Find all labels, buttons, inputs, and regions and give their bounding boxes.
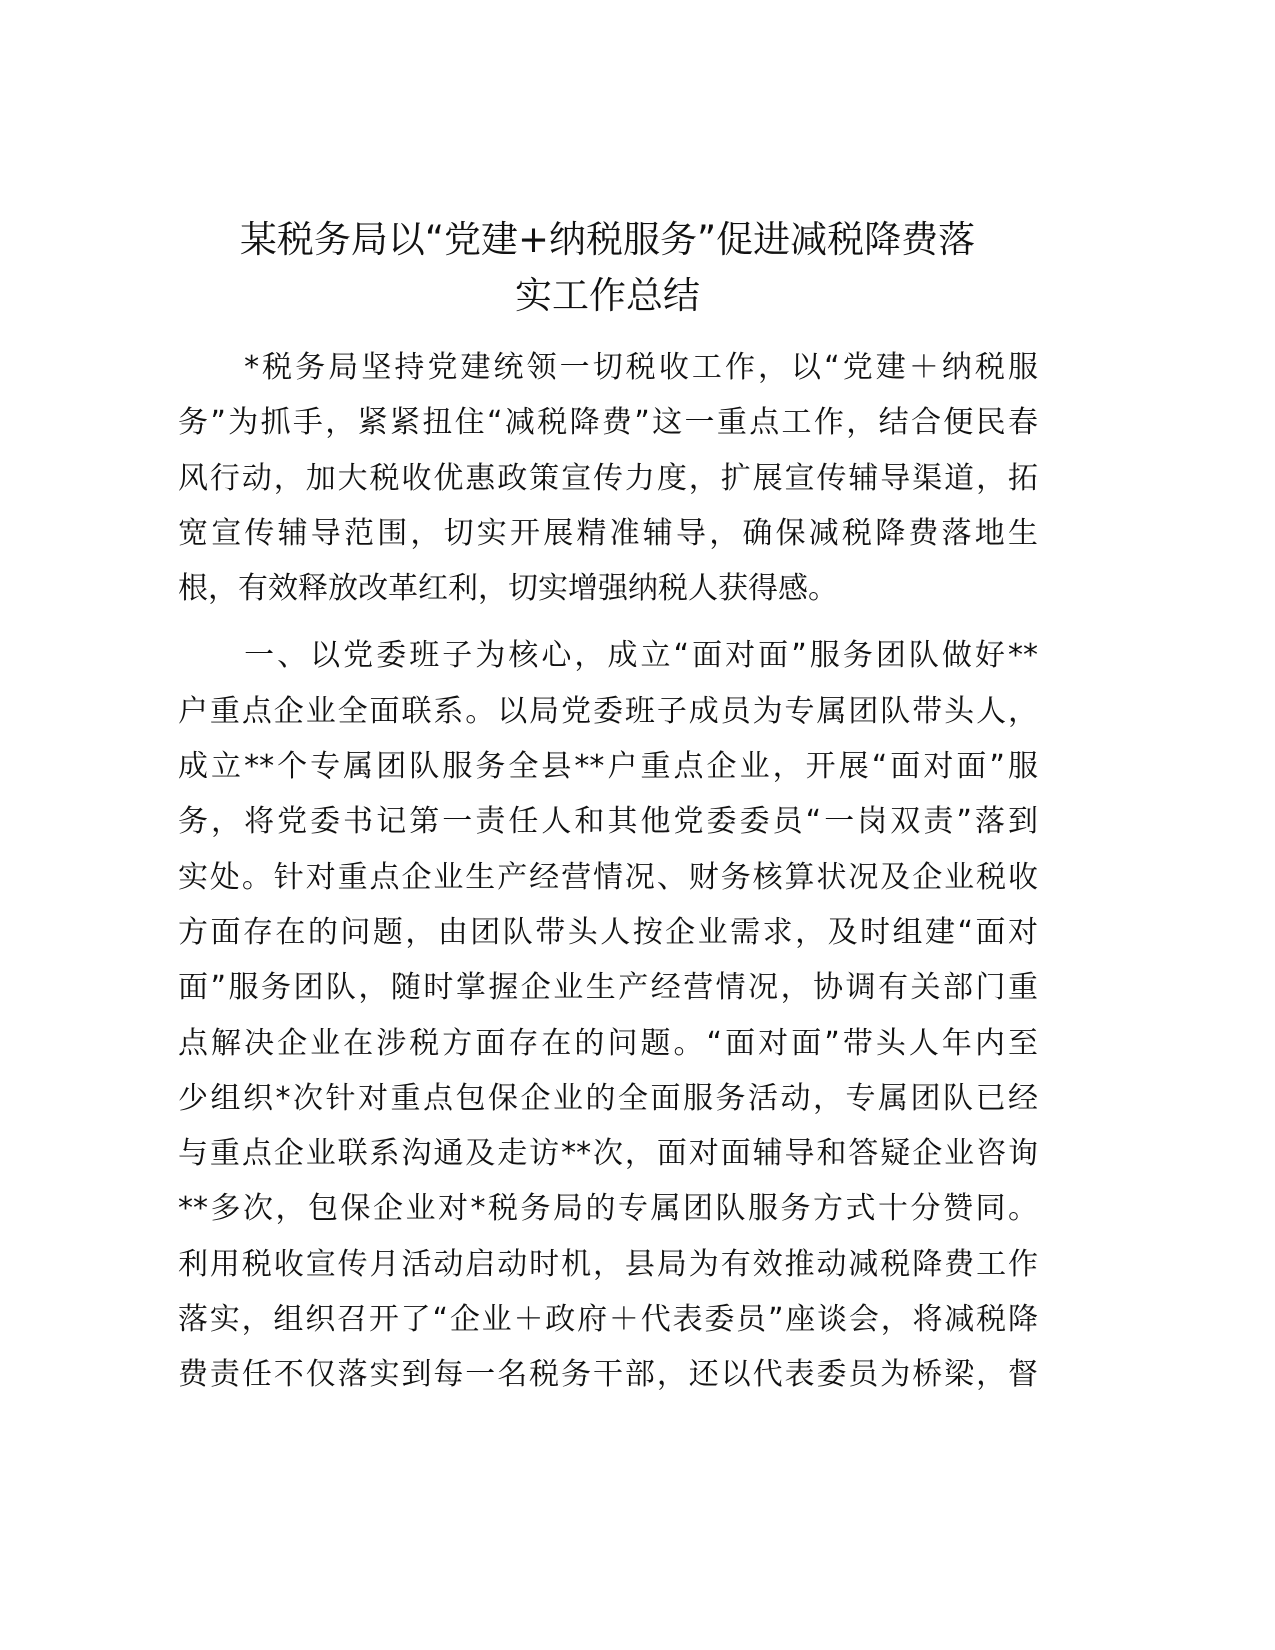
text-line: **多次，包保企业对*税务局的专属团队服务方式十分赞同。	[178, 1191, 1038, 1227]
text-line: 与重点企业联系沟通及走访**次，面对面辅导和答疑企业咨询	[178, 1136, 1038, 1172]
text-line: 少组织*次针对重点包保企业的全面服务活动，专属团队已经	[178, 1080, 1038, 1116]
text-line: 利用税收宣传月活动启动时机，县局为有效推动减税降费工作	[178, 1246, 1038, 1282]
text-line: 费责任不仅落实到每一名税务干部，还以代表委员为桥梁，督	[178, 1357, 1038, 1393]
text-line: 点解决企业在涉税方面存在的问题。“面对面”带头人年内至	[178, 1025, 1038, 1061]
text-line: *税务局坚持党建统领一切税收工作，以“党建＋纳税服	[178, 350, 1038, 385]
text-line: 宽宣传辅导范围，切实开展精准辅导，确保减税降费落地生	[178, 515, 1038, 551]
title-line: 实工作总结	[515, 274, 700, 317]
text-line: 一、以党委班子为核心，成立“面对面”服务团队做好**	[178, 638, 1038, 674]
text-line: 户重点企业全面联系。以局党委班子成员为专属团队带头人，	[178, 693, 1038, 729]
paragraph-section-1	[178, 628, 1038, 1402]
text-line: 落实，组织召开了“企业＋政府＋代表委员”座谈会，将减税降	[178, 1302, 1038, 1338]
text-line: 风行动，加大税收优惠政策宣传力度，扩展宣传辅导渠道，拓	[178, 460, 1038, 496]
text-line: 成立**个专属团队服务全县**户重点企业，开展“面对面”服	[178, 749, 1038, 785]
document-body	[178, 340, 1038, 1403]
document-title	[150, 212, 1065, 324]
text-line: 务”为抓手，紧紧扭住“减税降费”这一重点工作，结合便民春	[178, 405, 1038, 441]
text-line: 实处。针对重点企业生产经营情况、财务核算状况及企业税收	[178, 859, 1038, 895]
text-line: 面”服务团队，随时掌握企业生产经营情况，协调有关部门重	[178, 970, 1038, 1006]
title-line: 某税务局以“党建+纳税服务”促进减税降费落	[239, 218, 976, 261]
text-line: 方面存在的问题，由团队带头人按企业需求，及时组建“面对	[178, 914, 1038, 950]
paragraph-intro	[178, 340, 1038, 616]
text-line: 根，有效释放改革红利，切实增强纳税人获得感。	[178, 571, 838, 607]
text-line: 务，将党委书记第一责任人和其他党委委员“一岗双责”落到	[178, 804, 1038, 840]
